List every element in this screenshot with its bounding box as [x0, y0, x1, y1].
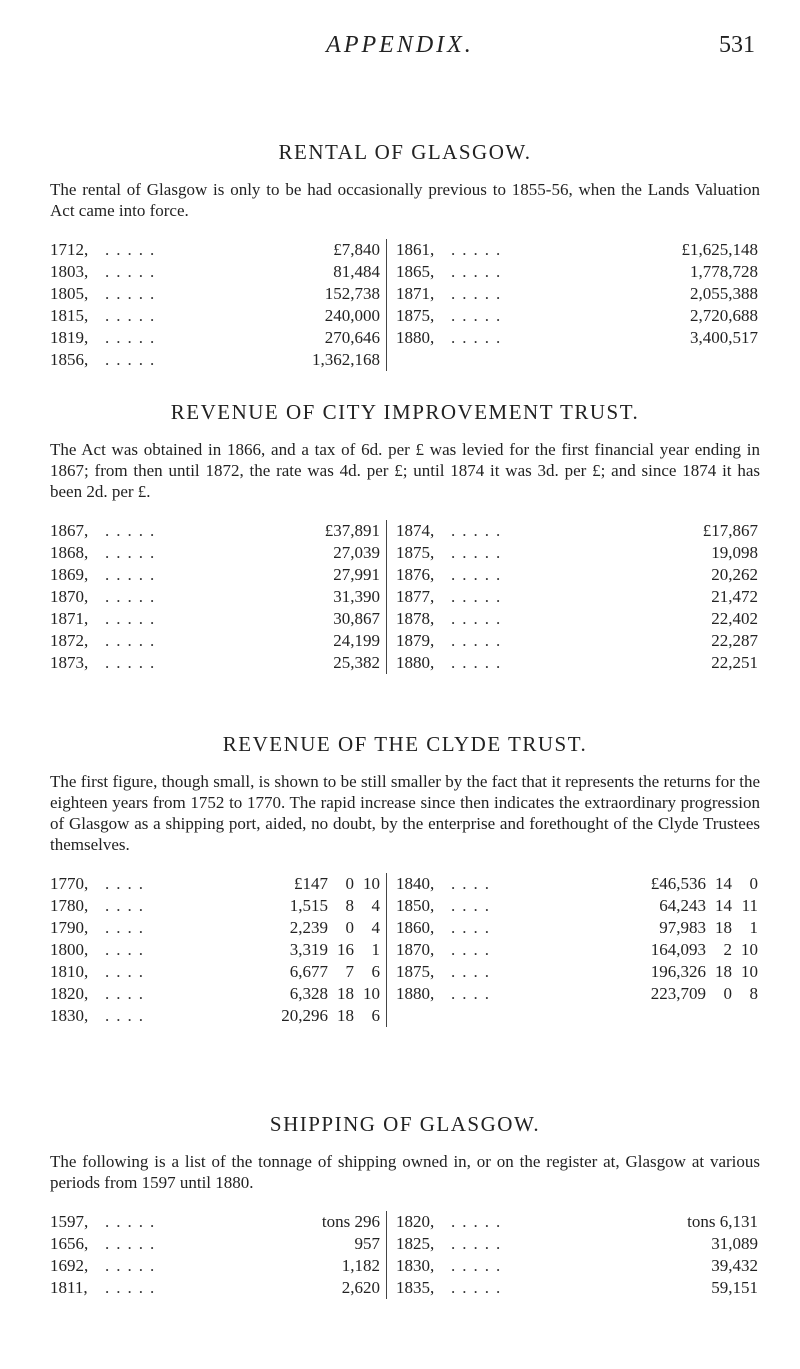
amount-lsd — [248, 873, 380, 895]
year-label: 1879, — [396, 631, 435, 650]
clyde-row — [50, 961, 380, 983]
year-label: 1878, — [396, 609, 435, 628]
city-row — [396, 630, 758, 652]
clyde-row — [396, 961, 758, 983]
city-table — [50, 520, 760, 674]
shipping-section — [50, 1112, 760, 1299]
year-label: 1875, — [396, 306, 435, 325]
amount-value: tons 296 — [321, 1212, 380, 1231]
amount-lsd — [626, 917, 758, 939]
amount-value: 39,432 — [711, 1256, 758, 1275]
year-label: 1790, — [50, 918, 89, 937]
shillings-value: 18 — [337, 984, 354, 1003]
pounds-value: 223,709 — [650, 984, 706, 1003]
year-label: 1880, — [396, 984, 435, 1003]
clyde-intro: The first figure, though small, is shown to be still smaller by the fact that it represents the returns for the eighteen years from 1752 to 1770. The rapid increase since then indicates the extraordinary progression of Glasgow as a shipping port, aided, no doubt, by the enterprise and forethought of the Clyde Trustees themselves. — [50, 772, 760, 854]
amount-value: 1,182 — [341, 1256, 380, 1275]
leader-dots: ..... — [451, 1234, 508, 1253]
year-label: 1856, — [50, 350, 89, 369]
amount-lsd — [626, 939, 758, 961]
leader-dots: ..... — [105, 240, 162, 259]
city-row — [50, 630, 380, 652]
amount-lsd — [248, 917, 380, 939]
year-label: 1865, — [396, 262, 435, 281]
rental-row — [396, 261, 758, 283]
year-label: 1712, — [50, 240, 89, 259]
pence-value: 10 — [363, 984, 380, 1003]
city-title: REVENUE OF CITY IMPROVEMENT TRUST. — [170, 400, 640, 424]
leader-dots: .... — [451, 896, 496, 915]
leader-dots: ..... — [451, 587, 508, 606]
shillings-value: 18 — [715, 962, 732, 981]
rental-right-column — [396, 239, 758, 349]
year-label: 1870, — [50, 587, 89, 606]
leader-dots: .... — [105, 896, 150, 915]
shipping-intro: The following is a list of the tonnage of shipping owned in, or on the register at, Glasgow at various periods from 1597 until 1880. — [50, 1152, 760, 1192]
rental-row — [50, 305, 380, 327]
shillings-value: 14 — [715, 896, 732, 915]
pounds-value: 1,515 — [289, 896, 328, 915]
year-label: 1803, — [50, 262, 89, 281]
amount-value: 957 — [354, 1234, 380, 1253]
leader-dots: ..... — [451, 1256, 508, 1275]
year-label: 1876, — [396, 565, 435, 584]
amount-value: £7,840 — [333, 240, 380, 259]
year-label: 1815, — [50, 306, 89, 325]
leader-dots: .... — [451, 984, 496, 1003]
amount-value: tons 6,131 — [687, 1212, 758, 1231]
year-label: 1692, — [50, 1256, 89, 1275]
leader-dots: ..... — [105, 306, 162, 325]
leader-dots: ..... — [105, 653, 162, 672]
leader-dots: ..... — [105, 284, 162, 303]
pence-value: 6 — [371, 1006, 380, 1025]
leader-dots: ..... — [451, 653, 508, 672]
amount-value: £1,625,148 — [681, 240, 758, 259]
amount-value: 21,472 — [711, 587, 758, 606]
clyde-table — [50, 873, 760, 1027]
pounds-value: 20,296 — [281, 1006, 328, 1025]
pounds-value: 164,093 — [650, 940, 706, 959]
leader-dots: ..... — [105, 565, 162, 584]
year-label: 1860, — [396, 918, 435, 937]
rental-row — [396, 239, 758, 261]
amount-value: 240,000 — [324, 306, 380, 325]
leader-dots: ..... — [451, 565, 508, 584]
shipping-row — [396, 1211, 758, 1233]
amount-value: £17,867 — [702, 521, 758, 540]
leader-dots: ..... — [451, 543, 508, 562]
shillings-value: 16 — [337, 940, 354, 959]
column-divider — [386, 239, 387, 371]
rental-row — [50, 239, 380, 261]
city-row — [396, 564, 758, 586]
leader-dots: ..... — [451, 262, 508, 281]
amount-value: 20,262 — [711, 565, 758, 584]
amount-lsd — [626, 895, 758, 917]
year-label: 1770, — [50, 874, 89, 893]
clyde-row — [50, 895, 380, 917]
leader-dots: .... — [451, 918, 496, 937]
shipping-row — [50, 1255, 380, 1277]
year-label: 1871, — [396, 284, 435, 303]
page-number: 531 — [719, 32, 755, 58]
amount-value: £37,891 — [324, 521, 380, 540]
year-label: 1869, — [50, 565, 89, 584]
year-label: 1800, — [50, 940, 89, 959]
leader-dots: ..... — [451, 521, 508, 540]
shipping-row — [396, 1233, 758, 1255]
shipping-row — [50, 1233, 380, 1255]
city-row — [50, 542, 380, 564]
shipping-row — [50, 1211, 380, 1233]
shillings-value: 0 — [345, 874, 354, 893]
city-row — [396, 608, 758, 630]
amount-value: 24,199 — [333, 631, 380, 650]
city-row — [50, 586, 380, 608]
amount-value: 22,251 — [711, 653, 758, 672]
pence-value: 1 — [749, 918, 758, 937]
rental-intro: The rental of Glasgow is only to be had occasionally previous to 1855-56, when the Lands Valuation Act came into force. — [50, 180, 760, 220]
leader-dots: ..... — [451, 1278, 508, 1297]
shipping-left-column — [50, 1211, 380, 1299]
column-divider — [386, 873, 387, 1027]
year-label: 1820, — [396, 1212, 435, 1231]
amount-value: 270,646 — [324, 328, 380, 347]
pounds-value: 196,326 — [650, 962, 706, 981]
column-divider — [386, 520, 387, 674]
city-row — [396, 652, 758, 674]
rental-row — [50, 283, 380, 305]
amount-lsd — [248, 895, 380, 917]
amount-value: 3,400,517 — [690, 328, 758, 347]
amount-value: 2,720,688 — [690, 306, 758, 325]
city-row — [396, 542, 758, 564]
pence-value: 10 — [741, 940, 758, 959]
pounds-value: 64,243 — [659, 896, 706, 915]
clyde-right-column — [396, 873, 758, 1005]
leader-dots: .... — [105, 874, 150, 893]
pounds-value: 3,319 — [289, 940, 328, 959]
clyde-row — [50, 983, 380, 1005]
leader-dots: ..... — [451, 240, 508, 259]
city-section — [50, 400, 760, 674]
year-label: 1871, — [50, 609, 89, 628]
amount-value: 30,867 — [333, 609, 380, 628]
leader-dots: ..... — [105, 1212, 162, 1231]
leader-dots: ..... — [105, 350, 162, 369]
leader-dots: .... — [105, 918, 150, 937]
year-label: 1840, — [396, 874, 435, 893]
leader-dots: ..... — [105, 1278, 162, 1297]
shipping-row — [396, 1277, 758, 1299]
shipping-row — [396, 1255, 758, 1277]
amount-value: 81,484 — [333, 262, 380, 281]
rental-table — [50, 239, 760, 371]
year-label: 1780, — [50, 896, 89, 915]
city-row — [50, 652, 380, 674]
pounds-value: £147 — [294, 874, 328, 893]
page-header — [0, 32, 800, 72]
year-label: 1811, — [50, 1278, 88, 1297]
clyde-row — [50, 917, 380, 939]
amount-value: 1,362,168 — [312, 350, 380, 369]
column-divider — [386, 1211, 387, 1299]
shipping-title: SHIPPING OF GLASGOW. — [269, 1112, 541, 1136]
leader-dots: .... — [451, 940, 496, 959]
rental-title: RENTAL OF GLASGOW. — [278, 140, 532, 164]
pounds-value: 2,239 — [289, 918, 328, 937]
rental-section — [50, 140, 760, 371]
shillings-value: 18 — [337, 1006, 354, 1025]
year-label: 1880, — [396, 653, 435, 672]
year-label: 1875, — [396, 543, 435, 562]
pence-value: 11 — [741, 896, 758, 915]
leader-dots: ..... — [105, 328, 162, 347]
pounds-value: £46,536 — [650, 874, 706, 893]
amount-lsd — [626, 873, 758, 895]
pence-value: 8 — [749, 984, 758, 1003]
amount-value: 22,402 — [711, 609, 758, 628]
clyde-row — [396, 983, 758, 1005]
amount-lsd — [248, 1005, 380, 1027]
year-label: 1805, — [50, 284, 89, 303]
clyde-row — [50, 939, 380, 961]
shillings-value: 2 — [723, 940, 732, 959]
leader-dots: .... — [451, 874, 496, 893]
city-row — [50, 564, 380, 586]
amount-value: 22,287 — [711, 631, 758, 650]
leader-dots: ..... — [451, 1212, 508, 1231]
pounds-value: 97,983 — [659, 918, 706, 937]
clyde-row — [396, 873, 758, 895]
rental-row — [50, 327, 380, 349]
clyde-row — [50, 1005, 380, 1027]
amount-value: 59,151 — [711, 1278, 758, 1297]
pounds-value: 6,677 — [289, 962, 328, 981]
pence-value: 4 — [371, 918, 380, 937]
leader-dots: ..... — [105, 1234, 162, 1253]
amount-lsd — [626, 961, 758, 983]
city-row — [396, 520, 758, 542]
pence-value: 0 — [749, 874, 758, 893]
amount-lsd — [626, 983, 758, 1005]
amount-value: 2,620 — [341, 1278, 380, 1297]
year-label: 1870, — [396, 940, 435, 959]
running-title: APPENDIX. — [326, 32, 474, 58]
leader-dots: ..... — [105, 1256, 162, 1275]
rental-row — [50, 349, 380, 371]
leader-dots: ..... — [105, 631, 162, 650]
year-label: 1874, — [396, 521, 435, 540]
year-label: 1819, — [50, 328, 89, 347]
pence-value: 10 — [363, 874, 380, 893]
year-label: 1830, — [396, 1256, 435, 1275]
amount-value: 27,039 — [333, 543, 380, 562]
amount-value: 25,382 — [333, 653, 380, 672]
shipping-row — [50, 1277, 380, 1299]
amount-value: 1,778,728 — [690, 262, 758, 281]
shillings-value: 8 — [345, 896, 354, 915]
leader-dots: .... — [105, 962, 150, 981]
city-row — [50, 520, 380, 542]
year-label: 1875, — [396, 962, 435, 981]
rental-row — [50, 261, 380, 283]
leader-dots: ..... — [451, 328, 508, 347]
clyde-row — [396, 917, 758, 939]
city-row — [396, 586, 758, 608]
year-label: 1597, — [50, 1212, 89, 1231]
leader-dots: ..... — [105, 521, 162, 540]
year-label: 1873, — [50, 653, 89, 672]
pence-value: 10 — [741, 962, 758, 981]
shillings-value: 0 — [345, 918, 354, 937]
rental-left-column — [50, 239, 380, 371]
amount-lsd — [248, 939, 380, 961]
city-right-column — [396, 520, 758, 674]
leader-dots: .... — [105, 940, 150, 959]
leader-dots: .... — [105, 984, 150, 1003]
clyde-title: REVENUE OF THE CLYDE TRUST. — [222, 732, 588, 756]
city-intro: The Act was obtained in 1866, and a tax of 6d. per £ was levied for the first financial year ending in 1867; from then until 1872, the rate was 4d. per £; until 1874 it was 3d. per £; and since 1874 it has been 2d. per £. — [50, 440, 760, 501]
rental-row — [396, 305, 758, 327]
city-row — [50, 608, 380, 630]
leader-dots: ..... — [451, 306, 508, 325]
pence-value: 4 — [371, 896, 380, 915]
leader-dots: ..... — [451, 631, 508, 650]
amount-lsd — [248, 961, 380, 983]
year-label: 1872, — [50, 631, 89, 650]
year-label: 1867, — [50, 521, 89, 540]
leader-dots: .... — [105, 1006, 150, 1025]
leader-dots: ..... — [105, 609, 162, 628]
year-label: 1850, — [396, 896, 435, 915]
shillings-value: 18 — [715, 918, 732, 937]
year-label: 1656, — [50, 1234, 89, 1253]
year-label: 1825, — [396, 1234, 435, 1253]
leader-dots: .... — [451, 962, 496, 981]
amount-lsd — [248, 983, 380, 1005]
clyde-left-column — [50, 873, 380, 1027]
year-label: 1880, — [396, 328, 435, 347]
amount-value: 152,738 — [324, 284, 380, 303]
year-label: 1820, — [50, 984, 89, 1003]
rental-row — [396, 327, 758, 349]
leader-dots: ..... — [451, 609, 508, 628]
city-left-column — [50, 520, 380, 674]
leader-dots: ..... — [105, 543, 162, 562]
shipping-table — [50, 1211, 760, 1299]
year-label: 1868, — [50, 543, 89, 562]
clyde-row — [50, 873, 380, 895]
leader-dots: ..... — [105, 262, 162, 281]
amount-value: 19,098 — [711, 543, 758, 562]
year-label: 1810, — [50, 962, 89, 981]
year-label: 1861, — [396, 240, 435, 259]
pence-value: 1 — [371, 940, 380, 959]
shillings-value: 14 — [715, 874, 732, 893]
amount-value: 31,390 — [333, 587, 380, 606]
year-label: 1835, — [396, 1278, 435, 1297]
year-label: 1830, — [50, 1006, 89, 1025]
shillings-value: 0 — [723, 984, 732, 1003]
amount-value: 2,055,388 — [690, 284, 758, 303]
pounds-value: 6,328 — [289, 984, 328, 1003]
clyde-row — [396, 939, 758, 961]
clyde-section — [50, 732, 760, 1027]
leader-dots: ..... — [451, 284, 508, 303]
shillings-value: 7 — [345, 962, 354, 981]
clyde-row — [396, 895, 758, 917]
leader-dots: ..... — [105, 587, 162, 606]
rental-row — [396, 283, 758, 305]
amount-value: 27,991 — [333, 565, 380, 584]
pence-value: 6 — [371, 962, 380, 981]
year-label: 1877, — [396, 587, 435, 606]
amount-value: 31,089 — [711, 1234, 758, 1253]
shipping-right-column — [396, 1211, 758, 1299]
